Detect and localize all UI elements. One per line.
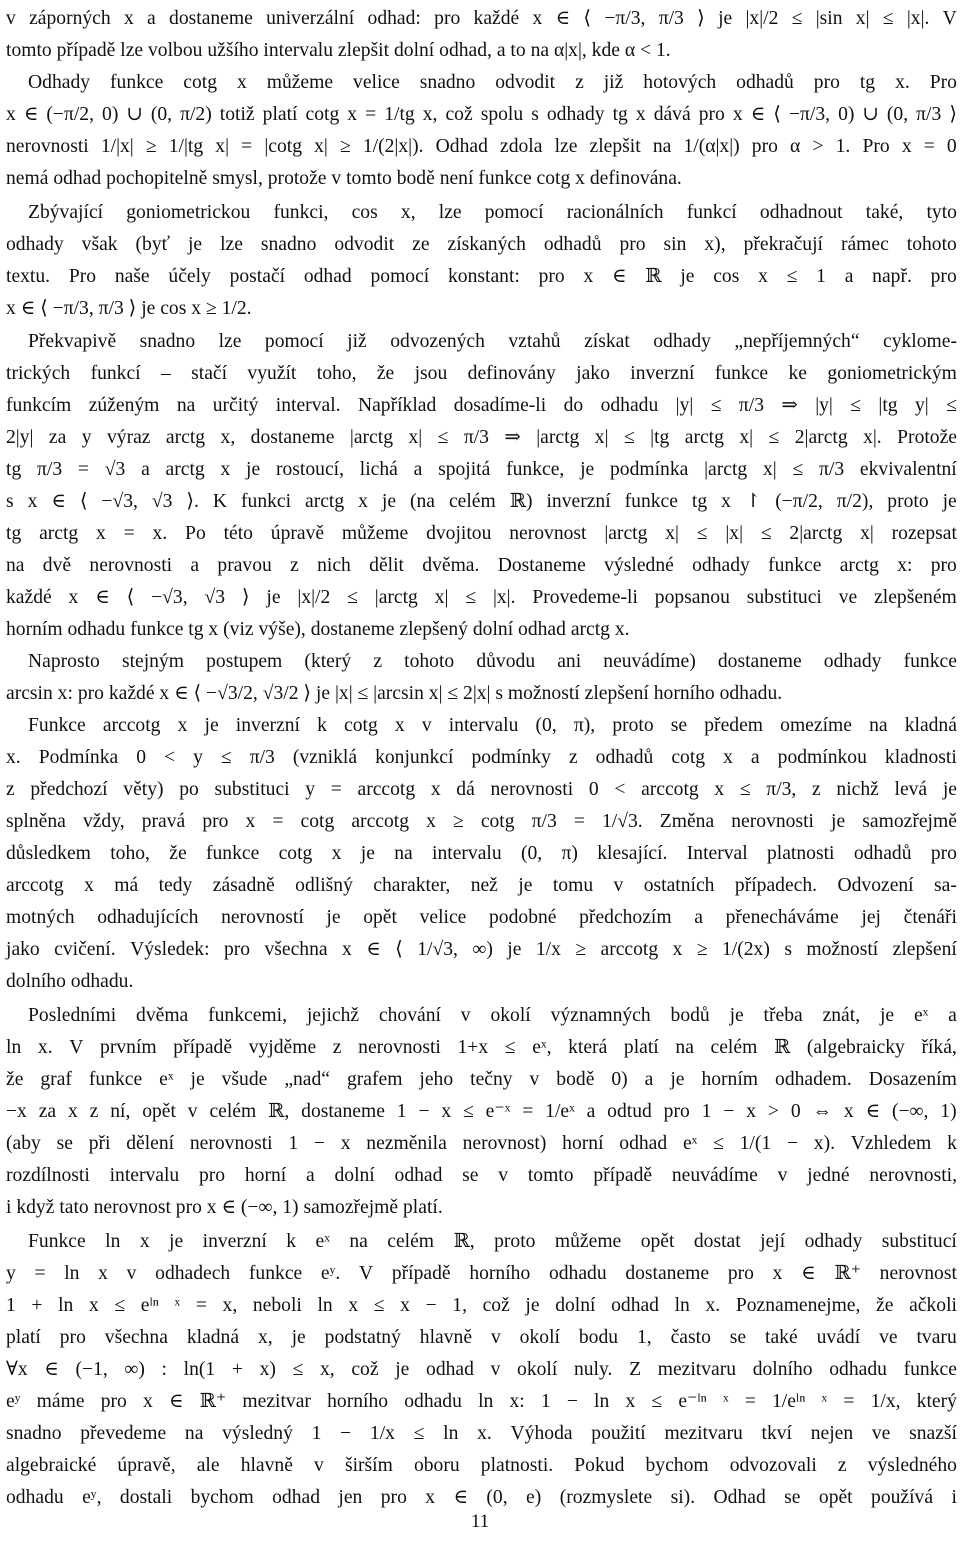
text-line: nerovnosti 1/|x| ≥ 1/|tg x| = |cotg x| ≥ 1/(2|x|). Odhad zdola lze zlepšit na 1/(α|x|) pro α > 1. Pro x = 0 — [6, 136, 957, 157]
text-line: trických funkcí – stačí využít toho, že jsou definovány jako inverzní funkce ke goniometrickým — [6, 363, 957, 384]
text-line: horním odhadu funkce tg x (viz výše), dostaneme zlepšený dolní odhad arctg x. — [6, 619, 630, 640]
text-line: eʸ máme pro x ∈ ℝ⁺ mezitvar horního odhadu ln x: 1 − ln x ≤ e⁻ˡⁿ ˣ = 1/eˡⁿ ˣ = 1/x, který — [6, 1391, 957, 1412]
text-line: nemá odhad pochopitelně smysl, protože v tomto bodě není funkce cotg x definována. — [6, 168, 682, 189]
text-line: jako cvičení. Výsledek: pro všechna x ∈ ⟨ 1/√3, ∞) je 1/x ≥ arccotg x ≥ 1/(2x) s možností zlepšení — [6, 939, 957, 960]
text-line: z předchozí věty) po substituci y = arccotg x dá nerovnosti 0 < arccotg x ≤ π/3, z nichž levá je — [6, 779, 957, 800]
text-line: Posledními dvěma funkcemi, jejichž chování v okolí významných bodů je třeba znát, je eˣ a — [28, 1005, 957, 1026]
text-line: −x za x z ní, opět v celém ℝ, dostaneme 1 − x ≤ e⁻ˣ = 1/eˣ a odtud pro 1 − x > 0 ⇔ x ∈ (−∞, 1) — [6, 1101, 957, 1122]
text-line: Naprosto stejným postupem (který z tohoto důvodu ani neuvádíme) dostaneme odhady funkce — [28, 651, 957, 672]
text-line: 2|y| za y výraz arctg x, dostaneme |arctg x| ≤ π/3 ⇒ |arctg x| ≤ |tg arctg x| ≤ 2|arctg x|. Protože — [6, 427, 957, 448]
text-line: arccotg x má tedy zásadně odlišný charakter, než je tomu v ostatních případech. Odvození sa- — [6, 875, 957, 896]
text-line: Odhady funkce cotg x můžeme velice snadno odvodit z již hotových odhadů pro tg x. Pro — [28, 72, 957, 93]
text-line: Překvapivě snadno lze pomocí již odvozených vztahů získat odhady „nepříjemných“ cyklome- — [28, 331, 957, 352]
text-line: funkcím zúženým na určitý interval. Například dosadíme-li do odhadu |y| ≤ π/3 ⇒ |y| ≤ |tg y| ≤ — [6, 395, 957, 416]
text-line: y = ln x v odhadech funkce eʸ. V případě horního odhadu dostaneme pro x ∈ ℝ⁺ nerovnost — [6, 1263, 957, 1284]
text-line: 1 + ln x ≤ eˡⁿ ˣ = x, neboli ln x ≤ x − 1, což je dolní odhad ln x. Poznamenejme, že ačkoli — [6, 1295, 957, 1316]
text-line: tomto případě lze volbou užšího intervalu zlepšit dolní odhad, a to na α|x|, kde α < 1. — [6, 40, 671, 61]
text-line: i když tato nerovnost pro x ∈ (−∞, 1) samozřejmě platí. — [6, 1197, 443, 1218]
text-line: v záporných x a dostaneme univerzální odhad: pro každé x ∈ ⟨ −π/3, π/3 ⟩ je |x|/2 ≤ |sin x| ≤ |x|. V — [6, 8, 957, 29]
text-line: odhady však (byť je lze snadno odvodit ze získaných odhadů pro sin x), překračují rámec tohoto — [6, 234, 957, 255]
text-line: že graf funkce eˣ je všude „nad“ grafem jeho tečny v bodě 0) a je horním odhadem. Dosazením — [6, 1069, 957, 1090]
text-line: platí pro všechna kladná x, je podstatný hlavně v okolí bodu 1, často se také uvádí ve tvaru — [6, 1327, 957, 1348]
text-line: snadno převedeme na výsledný 1 − 1/x ≤ ln x. Výhoda použití mezitvaru tkví nejen ve snazší — [6, 1423, 957, 1444]
text-line: dolního odhadu. — [6, 971, 134, 992]
text-line: rozdílnosti intervalu pro horní a dolní odhad se v tomto případě neuvádíme v jedné nerovnosti, — [6, 1165, 957, 1186]
text-line: Funkce arccotg x je inverzní k cotg x v intervalu (0, π), proto se předem omezíme na kladná — [28, 715, 957, 736]
text-line: Funkce ln x je inverzní k eˣ na celém ℝ, proto můžeme opět dostat její odhady substitucí — [28, 1231, 957, 1252]
text-line: Zbývající goniometrickou funkci, cos x, lze pomocí racionálních funkcí odhadnout také, tyto — [28, 202, 957, 223]
text-line: x. Podmínka 0 < y ≤ π/3 (vzniklá konjunkcí podmínky z odhadů cotg x a podmínkou kladnosti — [6, 747, 957, 768]
text-line: tg π/3 = √3 a arctg x je rostoucí, lichá a spojitá funkce, je podmínka |arctg x| ≤ π/3 ekvivalentní — [6, 459, 957, 480]
text-line: (aby se při dělení nerovnosti 1 − x nezměnila nerovnost) horní odhad eˣ ≤ 1/(1 − x). Vzhledem k — [6, 1133, 957, 1154]
text-line: x ∈ ⟨ −π/3, π/3 ⟩ je cos x ≥ 1/2. — [6, 298, 252, 319]
text-line: ln x. V prvním případě vyjděme z nerovnosti 1+x ≤ eˣ, která platí na celém ℝ (algebraicky říká, — [6, 1037, 957, 1058]
text-line: s x ∈ ⟨ −√3, √3 ⟩. K funkci arctg x je (na celém ℝ) inverzní funkce tg x ↾ (−π/2, π/2), proto je — [6, 491, 957, 512]
text-line: důsledkem toho, že funkce cotg x je na intervalu (0, π) klesající. Interval platnosti odhadů pro — [6, 843, 957, 864]
text-line: arcsin x: pro každé x ∈ ⟨ −√3/2, √3/2 ⟩ je |x| ≤ |arcsin x| ≤ 2|x| s možností zlepšení horního odhadu. — [6, 683, 783, 704]
page-number: 11 — [470, 1511, 490, 1532]
text-line: tg arctg x = x. Po této úpravě můžeme dvojitou nerovnost |arctg x| ≤ |x| ≤ 2|arctg x| rozepsat — [6, 523, 957, 544]
text-line: motných odhadujících nerovností je opět velice podobné předchozím a přenecháváme jej čtenáři — [6, 907, 957, 928]
text-line: každé x ∈ ⟨ −√3, √3 ⟩ je |x|/2 ≤ |arctg x| ≤ |x|. Provedeme-li popsanou substituci ve zlepšeném — [6, 587, 957, 608]
text-line: algebraické úpravě, ale hlavně v širším oboru platnosti. Pokud bychom odvozovali z výsledného — [6, 1455, 957, 1476]
text-line: textu. Pro naše účely postačí odhad pomocí konstant: pro x ∈ ℝ je cos x ≤ 1 a např. pro — [6, 266, 957, 287]
text-line: splněna vždy, pravá pro x = cotg arccotg x ≥ cotg π/3 = 1/√3. Změna nerovnosti je samozřejmě — [6, 811, 957, 832]
text-line: odhadu eʸ, dostali bychom odhad jen pro x ∈ (0, e) (rozmyslete si). Odhad se opět používá i — [6, 1487, 957, 1508]
text-line: x ∈ (−π/2, 0) ∪ (0, π/2) totiž platí cotg x = 1/tg x, což spolu s odhady tg x dává pro x ∈ ⟨ −π/3, 0) ∪ (0, π/3 ⟩ — [6, 104, 957, 125]
text-line: na dvě nerovnosti a pravou z nich dělit dvěma. Dostaneme výsledné odhady funkce arctg x: pro — [6, 555, 957, 576]
text-line: ∀x ∈ (−1, ∞) : ln(1 + x) ≤ x, což je odhad v okolí nuly. Z mezitvaru dolního odhadu funkce — [6, 1359, 957, 1380]
